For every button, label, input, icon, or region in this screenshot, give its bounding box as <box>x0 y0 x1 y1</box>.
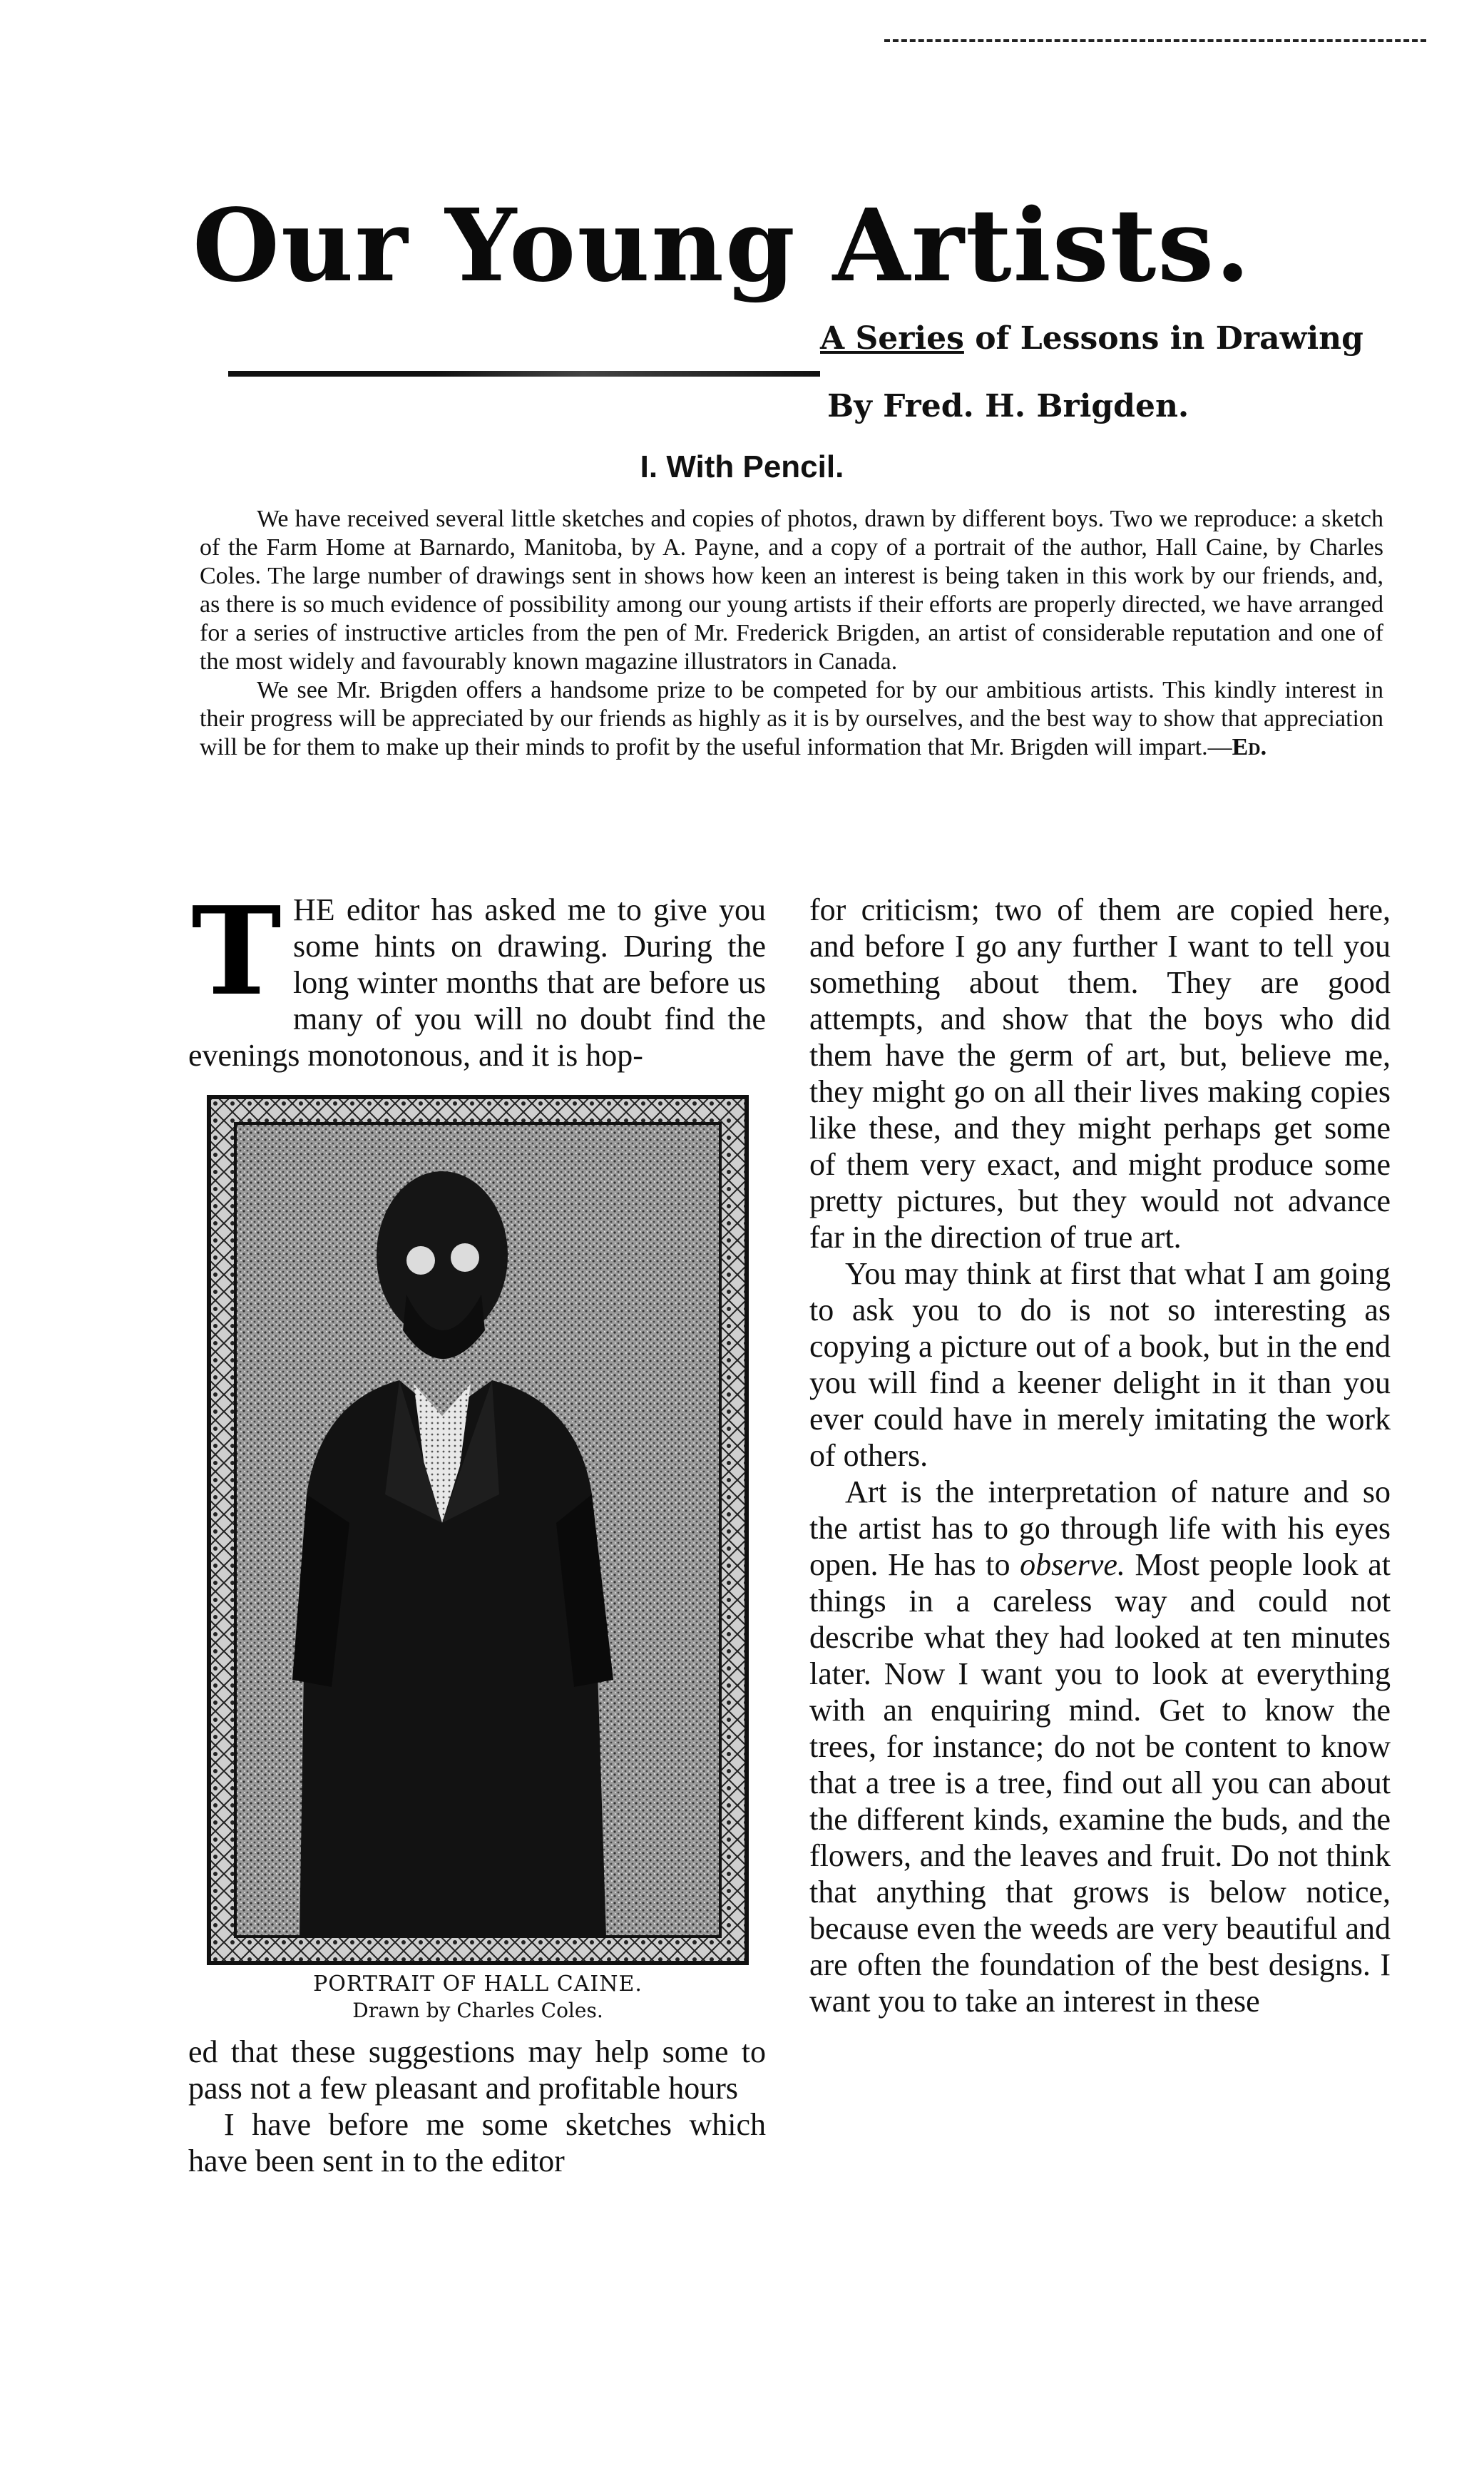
masthead-title: Our Young Artists. <box>193 188 1252 305</box>
section-title: I. With Pencil. <box>640 449 844 484</box>
article-opening <box>188 880 766 1074</box>
portrait-caption-credit: Drawn by Charles Coles. <box>352 1999 603 2022</box>
article-paragraph-4-start: Art is the interpretation of nature and so the artist has to go through life with his eyes open. He has to <box>809 1474 1391 1582</box>
article-paragraph-3: You may think at first that what I am going to ask you to do is not so interesting as copying a picture out of a book, but in the end you will find a keener delight in it than you ever could have in merely imitating the work of others. <box>809 1256 1391 1473</box>
article-continued-text: ed that these suggestions may help some to pass not a few pleasant and profitable hours <box>188 2034 766 2106</box>
series-first-word: A Series <box>820 320 964 357</box>
author-byline: By Fred. H. Brigden. <box>827 388 1189 424</box>
drop-cap: T <box>191 880 282 1023</box>
editor-note-paragraph-2 <box>200 676 1383 762</box>
article-paragraph-4-rest: Most people look at things in a careless way and could not describe what they had looked at ten minutes later. Now I want you to look at everything with an enquiring mind. Get to know the trees, for instance; do not be content to know that a tree is a tree, find out all you can about the different kinds, examine the buds, and the flowers, and the leaves and fruit. Do not think that anything that grows is below notice, because even the weeds are very beautiful and are often the foundation of the best designs. I want you to take an interest in these <box>809 1547 1391 2019</box>
article-paragraph-2-start: I have before me some sketches which have been sent in to the editor <box>188 2107 766 2178</box>
editor-signature: Ed. <box>1232 734 1267 760</box>
editor-note-paragraph-1: We have received several little sketches and copies of photos, drawn by different boys. Two we reproduce: a sketch of the Farm Home at Barnardo, Manitoba, by A. Payne, and a copy of a portrait of the author, Hall Caine, by Charles Coles. The large number of drawings sent in shows how keen an interest is being taken in this work by our friends, and, as there is so much evidence of possibility among our young artists if their efforts are properly directed, we have arranged for a series of instructive articles from the pen of Mr. Frederick Brigden, an artist of considerable reputation and one of the most widely and favourably known magazine illustrators in Canada. <box>200 506 1383 675</box>
article-paragraph-2-continued: for criticism; two of them are copied here, and before I go any further I want to tell you something about them. They are good attempts, and show that the boys who did them have the germ of art, but, believe me, they might go on all their lives making copies like these, and they might perhaps get some of them very exact, and might produce some pretty pictures, but they would not advance far in the direction of true art. <box>809 892 1391 1255</box>
portrait-figure <box>207 1095 749 2024</box>
article-opening-text: HE editor has asked me to give you some hints on drawing. During the long winter months that are before us many of you will no doubt find the evenings monotonous, and it is hop- <box>188 892 766 1073</box>
series-subtitle <box>820 314 1391 364</box>
article-column-left <box>188 880 766 2397</box>
top-dashed-rule <box>884 39 1426 42</box>
article-column-right <box>809 892 1391 2397</box>
heading-rule <box>228 371 820 377</box>
editor-note-paragraph-2-text: We see Mr. Brigden offers a handsome prize to be competed for by our ambitious artists. This kindly interest in their progress will be appreciated by our friends as highly as it is by ourselves, and the best way to show that appreciation will be for them to make up their minds to profit by the useful information that Mr. Brigden will impart.— <box>200 677 1383 760</box>
emphasis-observe: observe. <box>1020 1547 1125 1582</box>
series-rest: of Lessons in Drawing <box>963 320 1363 357</box>
portrait-illustration <box>207 1095 749 1965</box>
editor-note <box>200 505 1383 847</box>
portrait-caption-title: PORTRAIT OF HALL CAINE. <box>313 1972 643 1997</box>
article-paragraph-4 <box>809 1474 1391 2019</box>
